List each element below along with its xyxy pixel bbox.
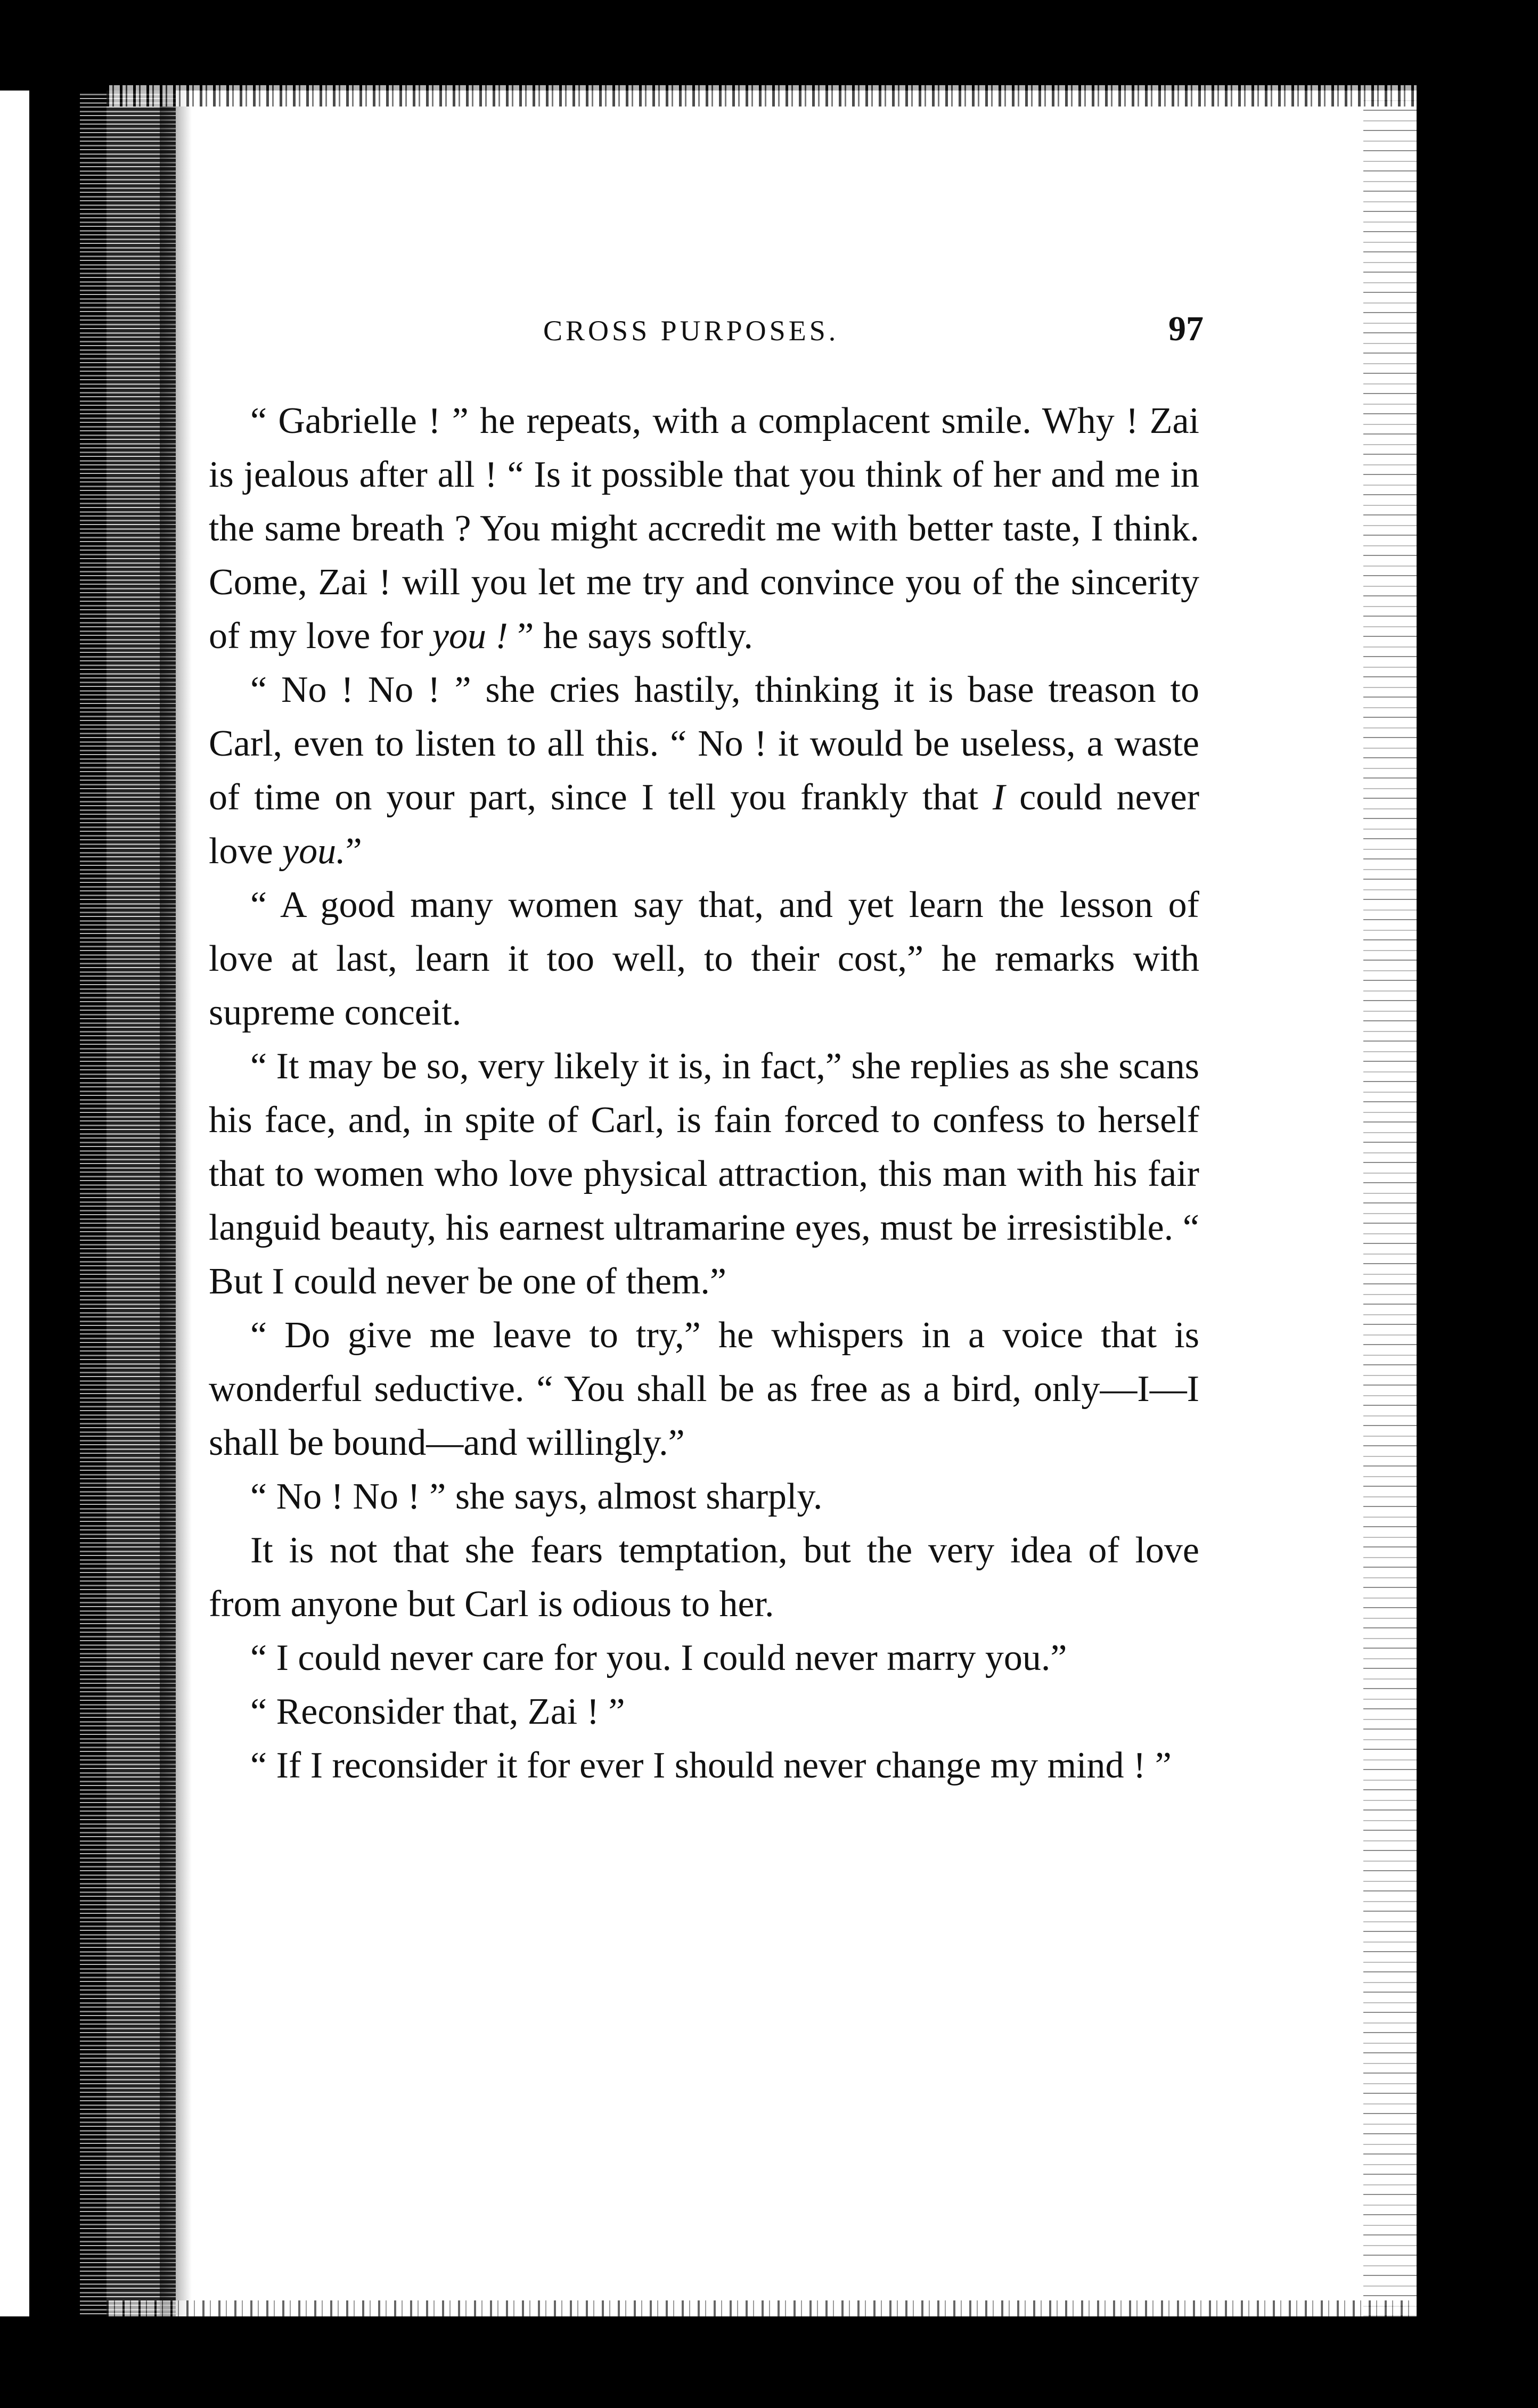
paragraph (209, 1308, 1199, 1470)
scan-edge-strip (0, 91, 29, 2316)
running-title: CROSS PURPOSES. (543, 315, 839, 347)
text-run: could never love (209, 777, 1199, 872)
page-top-edge (107, 85, 1417, 107)
page-gutter-fade (160, 91, 192, 2316)
text-run: “ No ! No ! ” she cries hastily, thinking it is base treason to Carl, even to listen to all this. “ No ! it would be useless, a waste of time on your part, since I tell you frankly that (209, 669, 1199, 818)
paragraph (209, 1631, 1199, 1685)
body-text (209, 394, 1199, 1792)
text-run: It is not that she fears temptation, but the very idea of love from anyone but Carl is odious to her. (209, 1530, 1199, 1625)
page-bottom-edge (107, 2300, 1417, 2316)
paragraph (209, 663, 1199, 878)
text-run: “ A good many women say that, and yet learn the lesson of love at last, learn it too well, to their cost,” he remarks with supreme conceit. (209, 884, 1199, 1033)
text-run: “ Reconsider that, Zai ! ” (250, 1691, 625, 1732)
text-run: “ Gabrielle ! ” he repeats, with a complacent smile. Why ! Zai is jealous after all ! “ Is it possible that you think of her and me in the same breath ? You might accredit me with better taste, I think. Come, Zai ! will you let me try and convince you of the sincerity of my love for (209, 400, 1199, 657)
paragraph (209, 1524, 1199, 1631)
page-right-edge (1363, 91, 1417, 2316)
italic-text: you. (282, 831, 346, 872)
text-run: “ If I reconsider it for ever I should never change my mind ! ” (250, 1745, 1172, 1786)
text-run: “ I could never care for you. I could never marry you.” (250, 1637, 1067, 1678)
paragraph (209, 1039, 1199, 1308)
italic-text: you ! (432, 616, 508, 657)
text-run: “ No ! No ! ” she says, almost sharply. (250, 1476, 823, 1517)
paragraph (209, 1470, 1199, 1524)
text-run: ” he says softly. (508, 616, 753, 657)
text-run: “ Do give me leave to try,” he whispers in a voice that is wonderful seductive. “ You shall be as free as a bird, only—I—I shall be bound—and willingly.” (209, 1315, 1199, 1463)
page-number: 97 (1168, 309, 1204, 348)
paragraph (209, 394, 1199, 663)
paragraph (209, 1739, 1199, 1792)
paragraph (209, 878, 1199, 1039)
italic-text: I (992, 777, 1005, 818)
running-header (213, 309, 1204, 357)
text-run: “ It may be so, very likely it is, in fact,” she replies as she scans his face, and, in spite of Carl, is fain forced to confess to herself that to women who love physical attraction, this man with his fair languid beauty, his earnest ultramarine eyes, must be irresistible. “ But I could never be one of them.” (209, 1046, 1199, 1302)
text-run: ” (345, 831, 362, 872)
paragraph (209, 1685, 1199, 1739)
